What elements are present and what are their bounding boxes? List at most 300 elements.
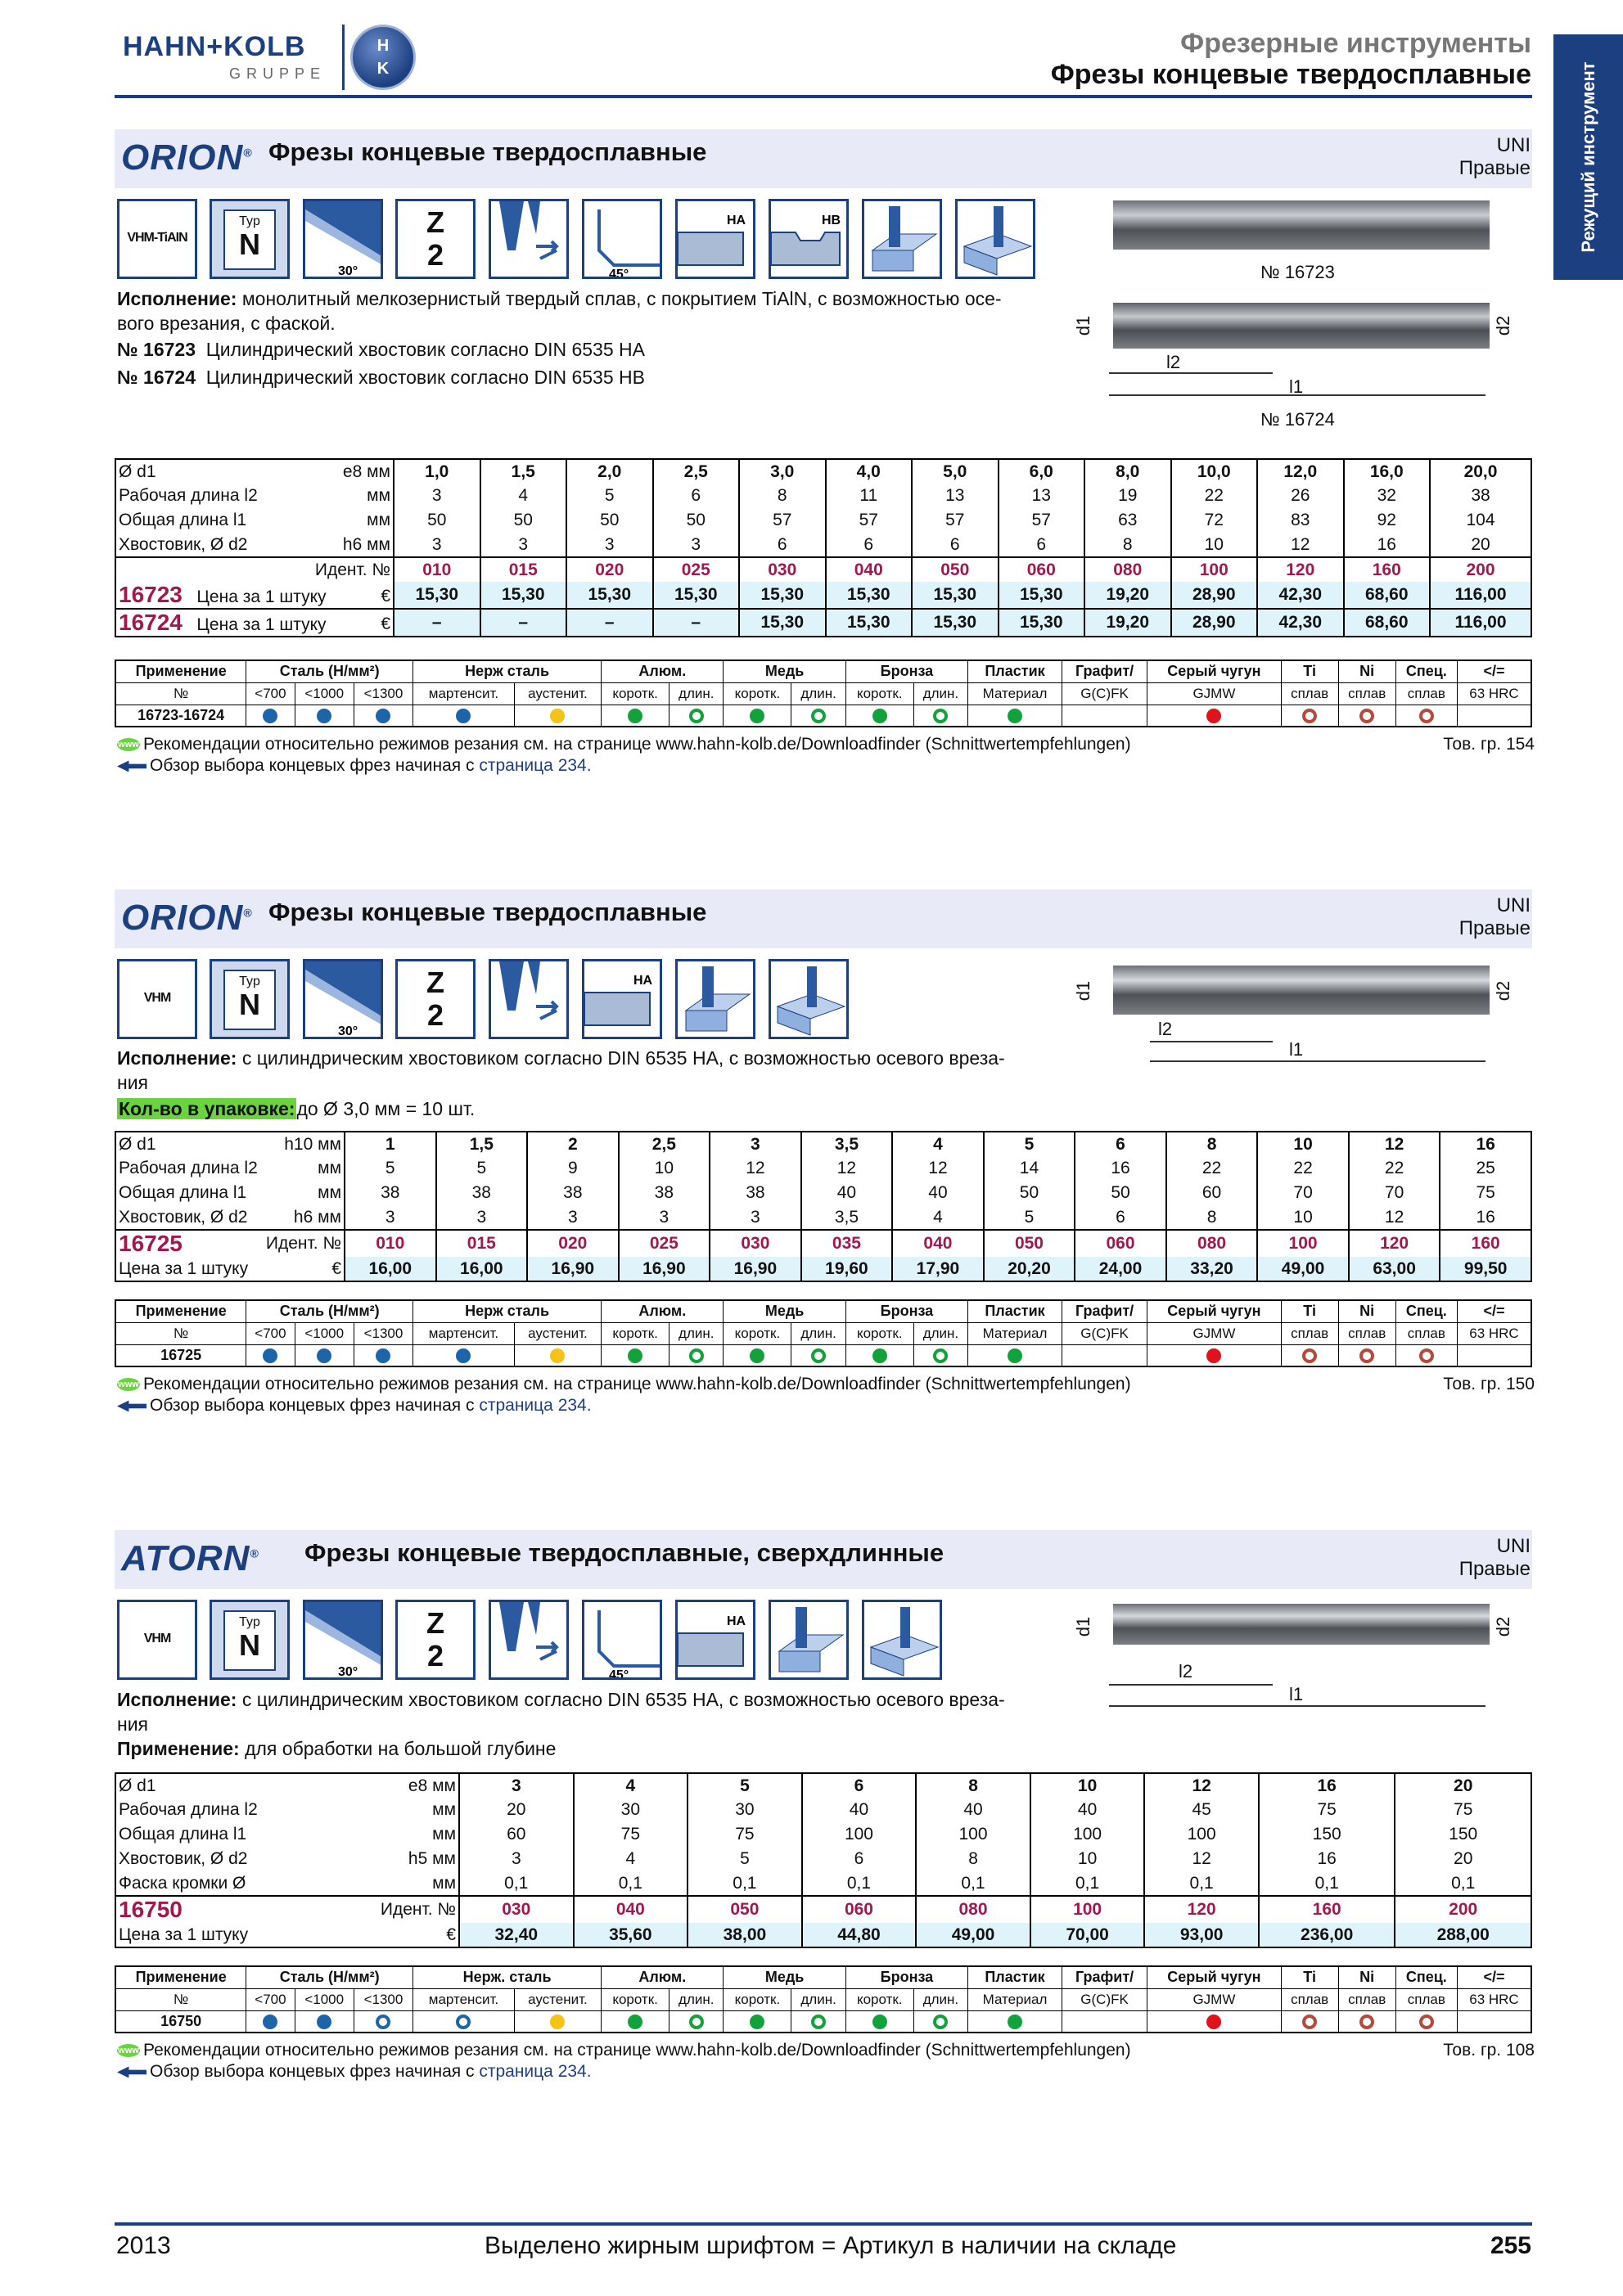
- type-n-icon: [210, 959, 290, 1039]
- cell: 0,1: [802, 1871, 917, 1896]
- uni-label: UNI: [1496, 134, 1531, 156]
- typ-value: N: [239, 988, 260, 1021]
- application-text: для обработки на большой глубине: [245, 1738, 557, 1759]
- ident-cell: 120: [1349, 1230, 1440, 1257]
- ident-cell: 100: [1030, 1896, 1145, 1923]
- suitability-dot: [550, 2015, 565, 2029]
- app-subheader-cell: сплав: [1395, 682, 1457, 705]
- cell: 16: [1440, 1132, 1531, 1156]
- app-subheader-cell: GJMW: [1147, 1322, 1281, 1344]
- chamfer-angle-label: 45°: [609, 1668, 629, 1682]
- app-subheader-cell: GJMW: [1147, 1988, 1281, 2010]
- app-cell: [724, 1344, 791, 1366]
- overview-note-text: Обзор выбора концевых фрез начиная с: [150, 756, 475, 775]
- chamfer-angle-label: 45°: [609, 268, 629, 281]
- app-subheader-cell: длин.: [791, 1322, 845, 1344]
- cell: 8: [916, 1847, 1030, 1871]
- price-cell: 28,90: [1171, 609, 1258, 637]
- ident-cell: 060: [1075, 1230, 1166, 1257]
- cell: 25: [1440, 1156, 1531, 1181]
- pack-text: до Ø 3,0 мм = 10 шт.: [296, 1098, 476, 1119]
- suitability-dot: [628, 709, 642, 723]
- cell: 20: [1395, 1773, 1531, 1798]
- suitability-dot: [376, 1348, 390, 1363]
- variant-16723: [117, 337, 645, 362]
- app-cell: [413, 705, 515, 727]
- dim-l2-line: [1109, 1684, 1273, 1686]
- cell: 26: [1257, 484, 1344, 508]
- page-link[interactable]: страница 234.: [479, 2062, 592, 2081]
- cell: 22: [1257, 1156, 1349, 1181]
- app-cell: [1281, 2010, 1338, 2033]
- app-subheader-cell: 63 HRC: [1457, 1322, 1531, 1344]
- ident-cell: 080: [1084, 557, 1171, 582]
- cell: 45: [1144, 1798, 1259, 1822]
- app-subheader-cell: <1000: [295, 1988, 354, 2010]
- price-cell: –: [480, 609, 567, 637]
- app-header-cell: Ti: [1281, 1966, 1338, 1988]
- app-header-cell: Ti: [1281, 660, 1338, 682]
- dim-l1: l1: [1289, 1039, 1304, 1060]
- description-text: с цилиндрическим хвостовиком согласно DIN 6535 HA, с возможностью осевого вреза-: [241, 1047, 1005, 1069]
- cell: 6: [1075, 1205, 1166, 1230]
- overview-note: [117, 756, 592, 776]
- cell: 50: [480, 508, 567, 533]
- app-subheader-cell: сплав: [1281, 682, 1338, 705]
- app-cell: [1457, 705, 1531, 727]
- price-cell: 44,80: [802, 1923, 917, 1947]
- suitability-dot: [1302, 2015, 1317, 2029]
- app-cell: [1281, 705, 1338, 727]
- price-cell: 15,30: [999, 609, 1085, 637]
- slot-milling-icon: [675, 959, 755, 1039]
- app-cell: [913, 1344, 967, 1366]
- row-label: Хвостовик, Ø d2: [119, 1207, 248, 1227]
- cell: 70: [1349, 1181, 1440, 1205]
- suitability-dot: [628, 2015, 642, 2029]
- ident-cell: 100: [1171, 557, 1258, 582]
- price-cell: 288,00: [1395, 1923, 1531, 1947]
- app-cell: [246, 1344, 295, 1366]
- dim-d1: d1: [1073, 315, 1094, 336]
- app-header-cell: Бронза: [845, 1300, 967, 1322]
- coating-label: VHM: [143, 991, 171, 1005]
- cell: 57: [912, 508, 999, 533]
- ident-cell: 025: [653, 557, 740, 582]
- suitability-dot: [317, 2015, 331, 2029]
- ident-cell: 040: [892, 1230, 984, 1257]
- price-cell: 236,00: [1259, 1923, 1395, 1947]
- application-table-16750: [115, 1965, 1532, 2033]
- article-number: 16750: [119, 1897, 183, 1922]
- row-ident: [115, 557, 1531, 582]
- cell: 5: [984, 1132, 1075, 1156]
- cell: 3,5: [801, 1205, 893, 1230]
- cell: 12: [1349, 1205, 1440, 1230]
- hb-label: HB: [822, 214, 841, 227]
- price-cell: 15,30: [912, 582, 999, 609]
- orion-logo: ORION®: [121, 137, 253, 178]
- ident-cell: 030: [459, 1896, 574, 1923]
- app-subheader-cell: сплав: [1395, 1988, 1457, 2010]
- price-cell: 15,30: [912, 609, 999, 637]
- ident-cell: 020: [566, 557, 653, 582]
- shank-ha-icon: [582, 959, 662, 1039]
- shank-ha-icon: [675, 199, 755, 279]
- app-cell: [1062, 705, 1147, 727]
- cell: 50: [394, 508, 480, 533]
- cell: 8: [1166, 1132, 1258, 1156]
- chamfer-45-icon: [582, 199, 662, 279]
- cell: 16,0: [1344, 459, 1431, 484]
- row-unit: e8 мм: [328, 1773, 459, 1798]
- ident-cell: 040: [826, 557, 913, 582]
- orion-logo-text: ORION: [121, 137, 244, 178]
- row-label: Хвостовик, Ø d2: [119, 534, 248, 554]
- spec-table-16723: [115, 458, 1532, 637]
- cell: 0,1: [688, 1871, 802, 1896]
- cell: 4: [892, 1132, 984, 1156]
- ident-cell: 030: [710, 1230, 801, 1257]
- app-subheader-cell: сплав: [1338, 1322, 1395, 1344]
- price-label: Цена за 1 штуку: [115, 1923, 328, 1947]
- price-cell: 16,90: [619, 1257, 710, 1281]
- cell: 5: [688, 1773, 802, 1798]
- suitability-dot: [1302, 1348, 1317, 1363]
- overview-note: [117, 1396, 592, 1416]
- row-unit: мм: [263, 484, 394, 508]
- suitability-dot: [376, 2015, 390, 2029]
- app-cell: [602, 1344, 669, 1366]
- suitability-dot: [263, 709, 277, 723]
- goods-group: Тов. гр. 150: [1443, 1375, 1535, 1393]
- chamfer-45-icon: [582, 1600, 662, 1680]
- app-subheader-cell: <1300: [354, 682, 413, 705]
- app-subheader-cell: сплав: [1281, 1322, 1338, 1344]
- cell: 3: [459, 1773, 574, 1798]
- price-cell: 99,50: [1440, 1257, 1531, 1281]
- cell: 30: [574, 1798, 688, 1822]
- helix-angle-label: 30°: [338, 1665, 358, 1679]
- price-cell: 19,20: [1084, 582, 1171, 609]
- cell: 22: [1166, 1156, 1258, 1181]
- description: [117, 286, 1034, 335]
- cell: 75: [1395, 1798, 1531, 1822]
- suitability-dot: [317, 1348, 331, 1363]
- cell: 0,1: [1259, 1871, 1395, 1896]
- z-value: 2: [426, 998, 444, 1032]
- row-unit: h6 мм: [263, 1205, 345, 1230]
- description-text: с цилиндрическим хвостовиком согласно DIN 6535 HA, с возможностью осевого вреза-: [241, 1689, 1005, 1710]
- suitability-dot: [263, 2015, 277, 2029]
- description-label: Исполнение:: [117, 288, 237, 309]
- direction-label: Правые: [1458, 917, 1531, 939]
- cell: 50: [566, 508, 653, 533]
- price-cell: 42,30: [1257, 582, 1344, 609]
- application-table-16723: [115, 660, 1532, 727]
- shank-hb-icon: [769, 199, 849, 279]
- cell: 1,0: [394, 459, 480, 484]
- www-icon: www: [118, 1380, 139, 1390]
- app-cell: [791, 1344, 845, 1366]
- suitability-dot: [933, 2015, 948, 2029]
- cell: 5: [566, 484, 653, 508]
- app-subheader-cell: коротк.: [724, 1322, 791, 1344]
- variant-text: Цилиндрический хвостовик согласно DIN 6535 HA: [205, 339, 645, 360]
- app-cell: [1147, 2010, 1281, 2033]
- cell: 12: [1144, 1847, 1259, 1871]
- suitability-dot: [750, 1348, 764, 1363]
- coating-label: VHM: [143, 1632, 171, 1645]
- dim-l1-line: [1109, 1705, 1485, 1707]
- ident-cell: 030: [739, 557, 826, 582]
- page-link[interactable]: страница 234.: [479, 1396, 592, 1415]
- cell: 8,0: [1084, 459, 1171, 484]
- coating-icon: [117, 199, 197, 279]
- app-header-cell: Применение: [115, 1300, 246, 1322]
- app-header-cell: </=: [1457, 1966, 1531, 1988]
- app-subheader-cell: <700: [246, 1988, 295, 2010]
- cell: 38: [1430, 484, 1531, 508]
- cell: 10: [1257, 1132, 1349, 1156]
- app-subheader-cell: <1300: [354, 1988, 413, 2010]
- cell: 57: [826, 508, 913, 533]
- cell: 6,0: [999, 459, 1085, 484]
- variant-no: № 16724: [117, 367, 196, 388]
- app-subheader-cell: длин.: [669, 1988, 724, 2010]
- price-cell: 16,90: [527, 1257, 619, 1281]
- price-label: Цена за 1 штуку: [115, 1257, 263, 1281]
- app-subheader-cell: мартенсит.: [413, 1988, 515, 2010]
- atorn-logo: ATORN®: [121, 1538, 259, 1578]
- app-cell: [514, 2010, 601, 2033]
- ident-cell: 035: [801, 1230, 893, 1257]
- suitability-dot: [689, 709, 704, 723]
- cell: 72: [1171, 508, 1258, 533]
- app-subheader-cell: коротк.: [602, 1322, 669, 1344]
- price-cell: 19,20: [1084, 609, 1171, 637]
- app-cell: [913, 2010, 967, 2033]
- suitability-dot: [1008, 709, 1022, 723]
- app-header-cell: Ni: [1338, 1966, 1395, 1988]
- cell: 10: [1171, 533, 1258, 557]
- footer-legend: Выделено жирным шрифтом = Артикул в наличии на складе: [485, 2232, 1177, 2259]
- cell: 13: [999, 484, 1085, 508]
- app-subheader-cell: длин.: [791, 1988, 845, 2010]
- cell: 40: [892, 1181, 984, 1205]
- flutes-z2-icon: [395, 199, 476, 279]
- direction-label: Правые: [1458, 1558, 1531, 1580]
- dim-l2-line: [1150, 1041, 1273, 1042]
- dim-d2: d2: [1493, 315, 1514, 336]
- dim-l2-line: [1109, 372, 1273, 374]
- dim-l2: l2: [1158, 1019, 1173, 1039]
- row-label: Рабочая длина l2: [119, 1159, 258, 1177]
- price-cell: –: [566, 609, 653, 637]
- app-header-cell: Медь: [724, 1966, 845, 1988]
- cell: 75: [1440, 1181, 1531, 1205]
- cell: 22: [1349, 1156, 1440, 1181]
- cell: 1: [345, 1132, 436, 1156]
- app-subheader-cell: коротк.: [724, 682, 791, 705]
- description-label: Исполнение:: [117, 1689, 237, 1710]
- cell: 16: [1259, 1773, 1395, 1798]
- face-milling-icon: [955, 199, 1035, 279]
- price-cell: 16,90: [710, 1257, 801, 1281]
- app-cell: [913, 705, 967, 727]
- cell: 3: [345, 1205, 436, 1230]
- cell: 6: [802, 1847, 917, 1871]
- spec-table-16750: [115, 1772, 1532, 1948]
- orion-logo-text: ORION: [121, 898, 244, 938]
- cell: 6: [999, 533, 1085, 557]
- price-cell: 19,60: [801, 1257, 893, 1281]
- row-unit: h10 мм: [263, 1132, 345, 1156]
- app-cell: [295, 1344, 354, 1366]
- cell: 40: [802, 1798, 917, 1822]
- cell: 50: [984, 1181, 1075, 1205]
- dim-d1: d1: [1073, 980, 1094, 1002]
- suitability-dot: [1302, 709, 1317, 723]
- price-cell: 49,00: [916, 1923, 1030, 1947]
- app-subheader-cell: длин.: [669, 682, 724, 705]
- cell: 60: [1166, 1181, 1258, 1205]
- z-label: Z: [426, 1606, 444, 1640]
- side-tab[interactable]: [1553, 34, 1623, 280]
- suitability-dot: [811, 1348, 826, 1363]
- application-note: [117, 1736, 556, 1761]
- cell: 0,1: [459, 1871, 574, 1896]
- currency: €: [381, 587, 390, 606]
- ident-cell: 050: [912, 557, 999, 582]
- ident-cell: 080: [1166, 1230, 1258, 1257]
- app-subheader-cell: №: [115, 682, 246, 705]
- cell: 40: [916, 1798, 1030, 1822]
- price-cell: 15,30: [394, 582, 480, 609]
- app-cell: [845, 705, 913, 727]
- cell: 100: [1030, 1822, 1145, 1847]
- app-values-row: [115, 1344, 1531, 1366]
- ident-cell: 120: [1257, 557, 1344, 582]
- cell: 3,0: [739, 459, 826, 484]
- cell: 20: [459, 1798, 574, 1822]
- subcategory-title: Фрезы концевые твердосплавные: [1050, 59, 1531, 90]
- app-cell: [669, 705, 724, 727]
- cell: 104: [1430, 508, 1531, 533]
- price-cell: 116,00: [1430, 609, 1531, 637]
- image-caption-16724: № 16724: [1260, 409, 1335, 430]
- cell: 6: [653, 484, 740, 508]
- dim-d2: d2: [1493, 1616, 1514, 1637]
- plunge-cut-icon: [489, 959, 569, 1039]
- page-link[interactable]: страница 234.: [479, 756, 592, 775]
- cell: 3: [566, 533, 653, 557]
- suitability-dot: [689, 2015, 704, 2029]
- app-subheader-cell: длин.: [913, 682, 967, 705]
- page-number: 255: [1490, 2232, 1531, 2259]
- cell: 3: [653, 533, 740, 557]
- app-header-cell: Спец.: [1395, 1966, 1457, 1988]
- app-cell: [1457, 2010, 1531, 2033]
- end-mill-16724-image: [1113, 303, 1490, 349]
- app-subheader-cell: аустенит.: [514, 1322, 601, 1344]
- cell: 8: [739, 484, 826, 508]
- app-header-cell: Применение: [115, 660, 246, 682]
- section-header-16725: [115, 889, 1532, 948]
- price-cell: 15,30: [653, 582, 740, 609]
- arrow-left-icon: [117, 1400, 147, 1411]
- app-header-cell: Ti: [1281, 1300, 1338, 1322]
- price-cell: –: [653, 609, 740, 637]
- app-cell: [602, 2010, 669, 2033]
- row-label: Ø d1: [119, 461, 156, 481]
- app-subheader-cell: G(C)FK: [1062, 1988, 1147, 2010]
- helix-30-icon: [303, 199, 383, 279]
- app-cell: [1147, 705, 1281, 727]
- app-subheader-cell: коротк.: [602, 682, 669, 705]
- cell: 0,1: [1395, 1871, 1531, 1896]
- app-header-cell: Графит/: [1062, 660, 1147, 682]
- ident-cell: 100: [1257, 1230, 1349, 1257]
- app-subheader-cell: G(C)FK: [1062, 682, 1147, 705]
- suitability-dot: [1008, 2015, 1022, 2029]
- app-values-row: [115, 2010, 1531, 2033]
- cell: 38: [710, 1181, 801, 1205]
- section-header-16723: [115, 129, 1532, 188]
- cell: 63: [1084, 508, 1171, 533]
- ident-cell: 010: [394, 557, 480, 582]
- ident-cell: 160: [1344, 557, 1431, 582]
- app-cell: [602, 705, 669, 727]
- arrow-left-icon: [117, 2066, 147, 2078]
- app-cell: [354, 1344, 413, 1366]
- row-unit: мм: [328, 1871, 459, 1896]
- ident-cell: 025: [619, 1230, 710, 1257]
- cell: 8: [1084, 533, 1171, 557]
- app-subheader-cell: <1000: [295, 682, 354, 705]
- ha-label: HA: [727, 1614, 746, 1628]
- cell: 5: [688, 1847, 802, 1871]
- cutting-note: [117, 735, 1535, 754]
- price-cell: 16,00: [345, 1257, 436, 1281]
- cell: 20: [1430, 533, 1531, 557]
- cell: 12: [892, 1156, 984, 1181]
- cell: 1,5: [480, 459, 567, 484]
- cell: 2,5: [619, 1132, 710, 1156]
- dim-l2: l2: [1179, 1661, 1193, 1681]
- app-header-cell: Алюм.: [602, 1966, 724, 1988]
- face-milling-icon: [862, 1600, 942, 1680]
- cell: 0,1: [916, 1871, 1030, 1896]
- suitability-dot: [317, 709, 331, 723]
- description: [117, 1687, 1066, 1736]
- cell: 13: [912, 484, 999, 508]
- cell: 16: [1075, 1156, 1166, 1181]
- suitability-dot: [1419, 1348, 1434, 1363]
- suitability-dot: [550, 709, 565, 723]
- www-icon: www: [118, 2046, 139, 2056]
- cell: 150: [1259, 1822, 1395, 1847]
- typ-label: Typ: [239, 214, 260, 228]
- app-header-cell: Спец.: [1395, 660, 1457, 682]
- cell: 4: [574, 1773, 688, 1798]
- suitability-dot: [263, 1348, 277, 1363]
- price-cell: –: [394, 609, 480, 637]
- app-cell: [968, 1344, 1062, 1366]
- cell: 70: [1257, 1181, 1349, 1205]
- suitability-dot: [1206, 2015, 1221, 2029]
- cell: 0,1: [574, 1871, 688, 1896]
